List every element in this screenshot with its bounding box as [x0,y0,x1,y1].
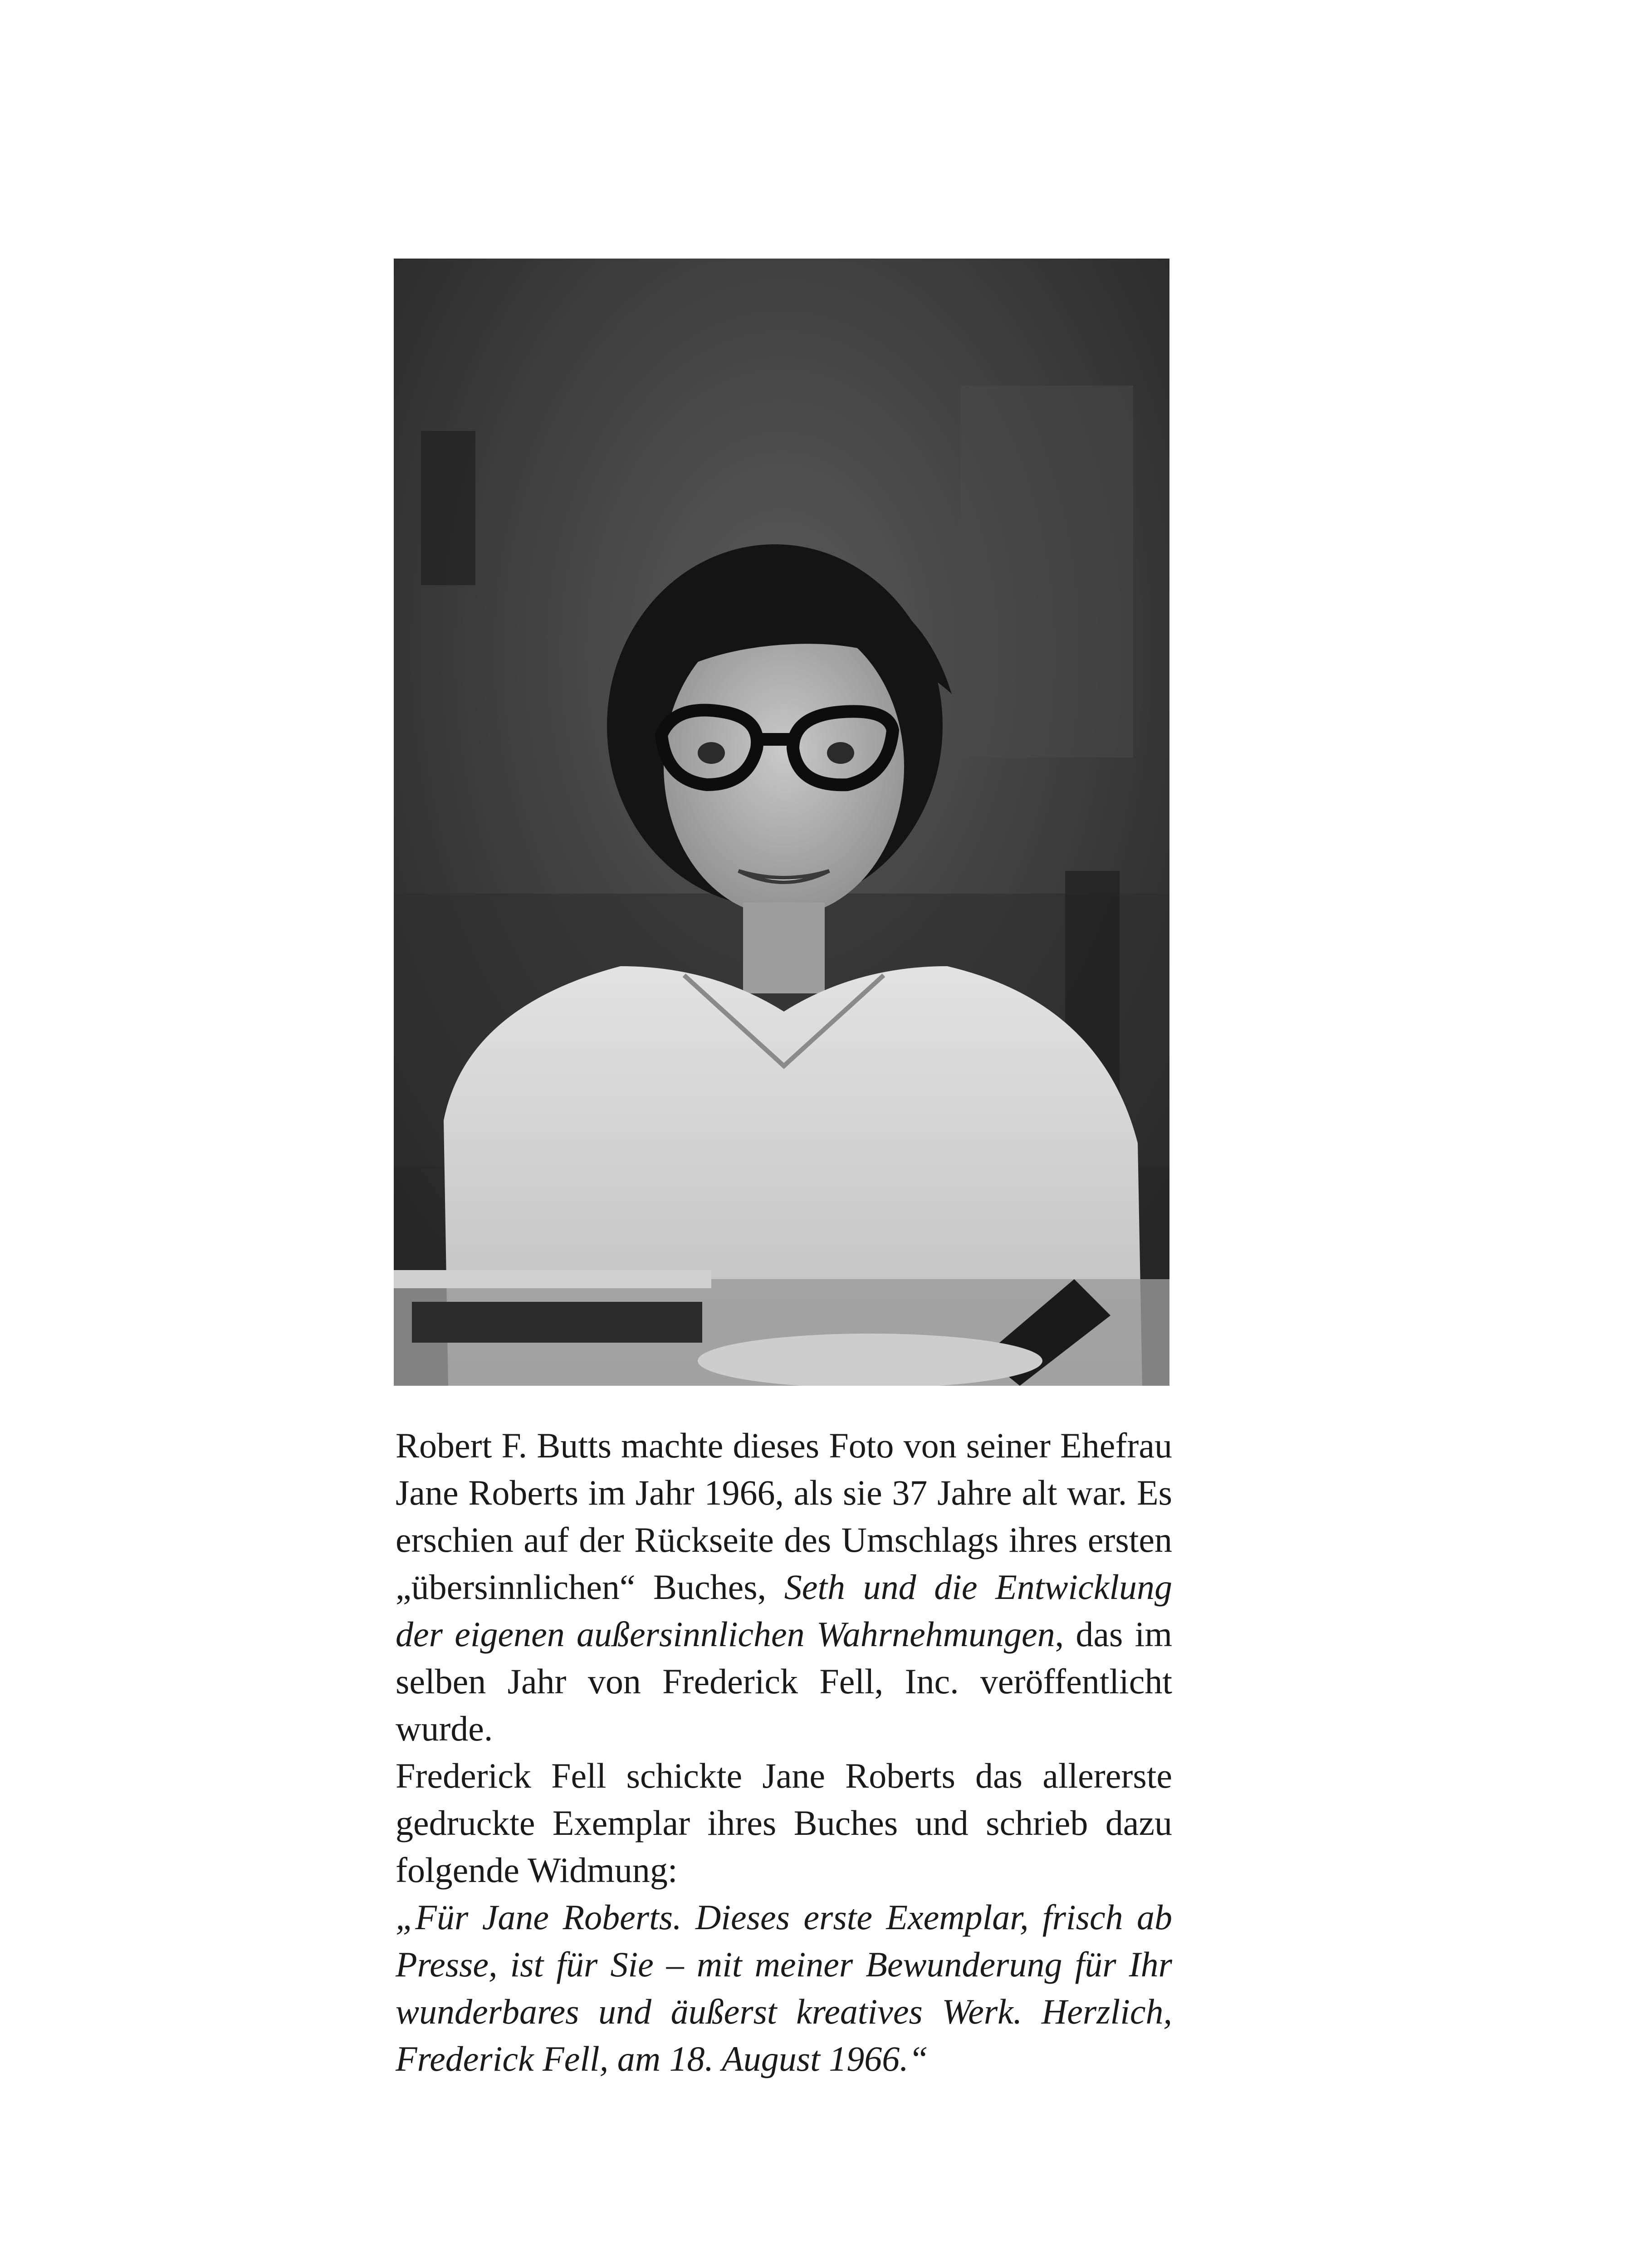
caption-paragraph-2: Frederick Fell schickte Jane Roberts das allererste gedruckte Exemplar ihres Buches und schrieb dazu folgende Widmung: [396,1756,1172,1890]
caption-text: Robert F. Butts machte dieses Foto von seiner Ehefrau Jane Roberts im Jahr 1966, als sie 37 Jahre alt war. Es erschien auf der Rückseite des Umschlags ihres ersten „übersinnlichen“ Buches, [396,1426,1172,1607]
photo-caption [396,1422,1172,2082]
caption-paragraph-1 [396,1422,1172,1752]
caption-text-end: , das im selben Jahr von Frederick Fell, Inc. veröffentlicht wurde. [396,1614,1172,1748]
portrait-photo [394,259,1169,1386]
dedication-quote: „Für Jane Roberts. Dieses erste Exemplar, frisch ab Presse, ist für Sie – mit meiner Bewunderung für Ihr wunderbares und äußerst kreatives Werk. Herzlich, Frederick Fell, am 18. August 1966.“ [396,1897,1172,2078]
book-title: Seth und die Entwicklung der eigenen außersinnlichen Wahrnehmungen [396,1567,1172,1654]
